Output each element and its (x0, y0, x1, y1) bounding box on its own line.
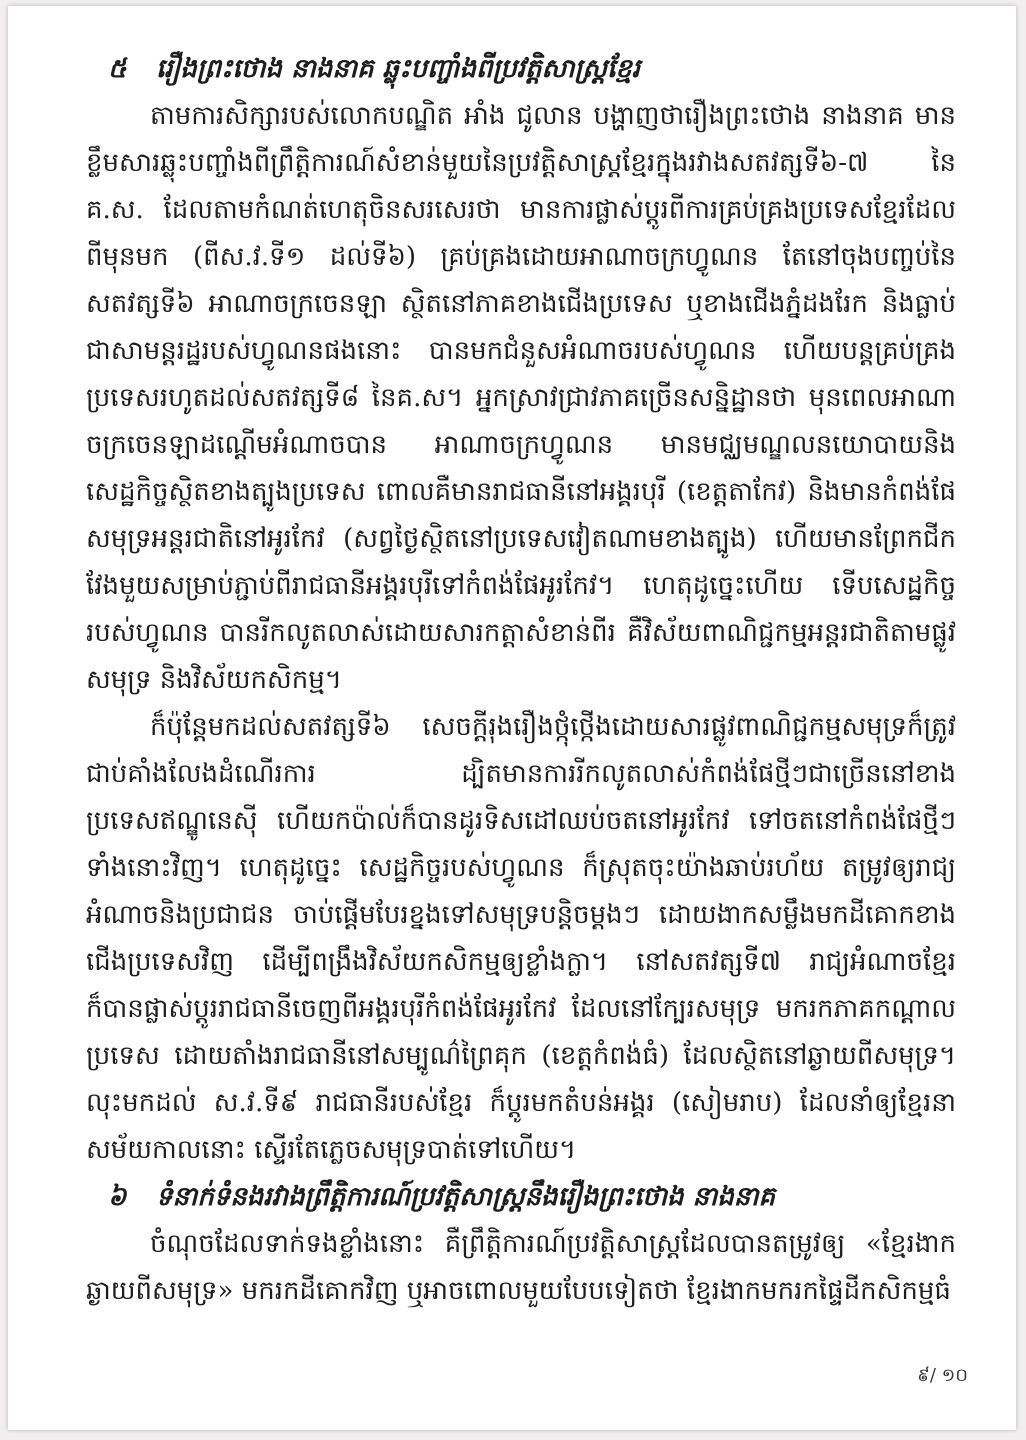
section-6-title: ទំនាក់ទំនងរវាងព្រឹត្តិការណ៍ប្រវត្តិសាស្ត្រនឹងរឿងព្រះថោង នាងនាគ (156, 1182, 776, 1212)
page-content (86, 46, 956, 1315)
paragraph-1: តាមការសិក្សារបស់លោកបណ្ឌិត អាំង ជូលាន បង្ហាញថារឿងព្រះថោង នាងនាគ មានខ្លឹមសារឆ្លុះបញ្ចាំងពីព្រឹត្តិការណ៍សំខាន់មួយនៃប្រវត្តិសាស្ត្រខ្មែរក្នុងរវាងសតវត្សទី៦-៧ នៃ គ.ស. ដែលតាមកំណត់ហេតុចិនសរសេរថា មានការផ្លាស់ប្តូរពីការគ្រប់គ្រងប្រទេសខ្មែរដែលពីមុនមក (ពីស.វ.ទី១ ដល់ទី៦) គ្រប់គ្រងដោយអាណាចក្រហ្វូណន តែនៅចុងបញ្ចប់នៃសតវត្សទី៦ អាណាចក្រចេនឡា ស្ថិតនៅភាគខាងជើងប្រទេស ឬខាងជើងភ្នំដងរែក និងធ្លាប់ជាសាមន្តរដ្ឋរបស់ហ្វូណនផងនោះ បានមកជំនួសអំណាចរបស់ហ្វូណន ហើយបន្តគ្រប់គ្រងប្រទេសរហូតដល់សតវត្សទី៨ នៃគ.ស។ អ្នកស្រាវជ្រាវភាគច្រើនសន្និដ្ឋានថា មុនពេលអាណាចក្រចេនឡាដណ្តើមអំណាចបាន អាណាចក្រហ្វូណន មានមជ្ឈមណ្ឌលនយោបាយនិងសេដ្ឋកិច្ចស្ថិតខាងត្បូងប្រទេស ពោលគឺមានរាជធានីនៅអង្គរបុរី (ខេត្តតាកែវ) និងមានកំពង់ផែ សមុទ្រអន្តរជាតិនៅអូរកែវ (សព្វថ្ងៃស្ថិតនៅប្រទេសវៀតណាមខាងត្បូង) ហើយមានព្រែកជីកវែងមួយសម្រាប់ភ្ជាប់ពីរាជធានីអង្គរបុរីទៅកំពង់ផែអូរកែវ។ ហេតុដូច្នេះហើយ ទើបសេដ្ឋកិច្ចរបស់ហ្វូណន បានរីកលូតលាស់ដោយសារកត្តាសំខាន់ពីរ គឺវិស័យពាណិជ្ជកម្មអន្តរជាតិតាមផ្លូវសមុទ្រ និងវិស័យកសិកម្ម។ (86, 101, 956, 695)
section-5-number: ៥ (108, 54, 127, 84)
page-number: ៩/ ១០ (917, 1365, 968, 1386)
section-6-heading (86, 1174, 956, 1221)
section-6-number: ៦ (108, 1182, 127, 1212)
paragraph-3: ចំណុចដែលទាក់ទងខ្លាំងនោះ គឺព្រឹត្តិការណ៍ប្រវត្តិសាស្ត្រដែលបានតម្រូវឲ្យ «ខ្មែរងាកឆ្ងាយពីសមុទ្រ» មករកដីគោកវិញ ឬអាចពោលមួយបែបទៀតថា ខ្មែរងាកមករកផ្ទៃដីកសិកម្មធំ (86, 1229, 956, 1306)
section-5-heading (86, 46, 956, 93)
document-page (8, 6, 1016, 1430)
paragraph-2: ក៏ប៉ុន្តែមកដល់សតវត្សទី៦ សេចក្តីរុងរឿងថ្កុំថ្កើងដោយសារផ្លូវពាណិជ្ជកម្មសមុទ្រក៏ត្រូវជាប់គាំងលែងដំណើរការ ដ្បិតមានការរីកលូតលាស់កំពង់ផែថ្មីៗជាច្រើននៅខាងប្រទេសឥណ្ឌូនេស៊ី ហើយកប៉ាល់ក៏បានដូរទិសដៅឈប់ចតនៅអូរកែវ ទៅចតនៅកំពង់ផែថ្មីៗទាំងនោះវិញ។ ហេតុដូច្នេះ សេដ្ឋកិច្ចរបស់ហ្វូណន ក៏ស្រុតចុះយ៉ាងឆាប់រហ័យ តម្រូវឲ្យរាជ្យអំណាចនិងប្រជាជន ចាប់ផ្តើមបែរខ្នងទៅសមុទ្របន្តិចម្តងៗ ដោយងាកសម្លឹងមកដីគោកខាងជើងប្រទេសវិញ ដើម្បីពង្រឹងវិស័យកសិកម្មឲ្យខ្លាំងក្លា។ នៅសតវត្សទី៧ រាជ្យអំណាចខ្មែរ ក៏បានផ្លាស់ប្តូររាជធានីចេញពីអង្គរបុរីកំពង់ផែអូរកែវ ដែលនៅក្បែរសមុទ្រ មករកភាគកណ្តាលប្រទេស ដោយតាំងរាជធានីនៅសម្បូណ៌ព្រៃគុក (ខេត្តកំពង់ធំ) ដែលស្ថិតនៅឆ្ងាយពីសមុទ្រ។ លុះមកដល់ ស.វ.ទី៩ រាជធានីរបស់ខ្មែរ ក៏ប្តូរមកតំបន់អង្គរ (សៀមរាប) ដែលនាំឲ្យខ្មែរនាសម័យកាលនោះ ស្ទើរតែភ្លេចសមុទ្របាត់ទៅហើយ។ (86, 712, 956, 1165)
section-5-title: រឿងព្រះថោង នាងនាគ ឆ្លុះបញ្ចាំងពីប្រវត្តិសាស្ត្រខ្មែរ (156, 54, 641, 84)
